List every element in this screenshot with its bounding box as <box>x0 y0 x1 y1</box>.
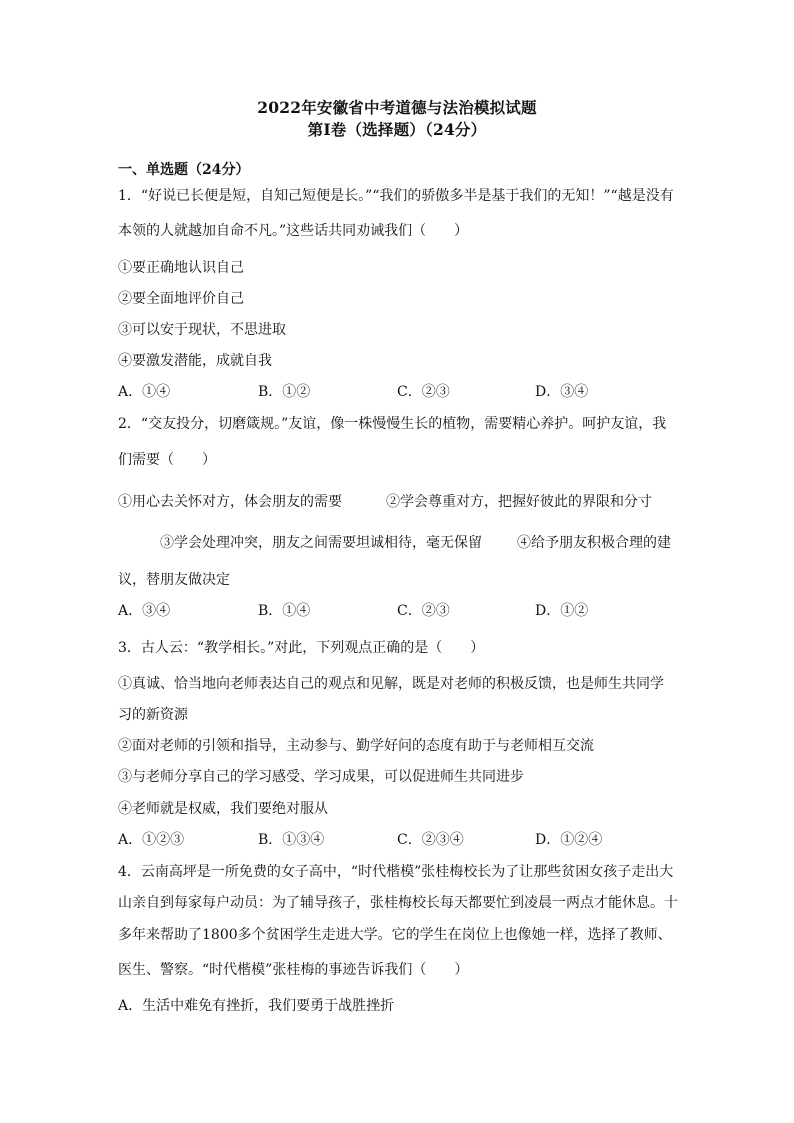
q1-choice-b[interactable]: B．①② <box>258 384 311 400</box>
section-heading: 一、单选题（24分） <box>118 162 250 178</box>
q2-item-4: ④给予朋友积极合理的建 <box>517 535 671 551</box>
q4-choice-a[interactable]: A．生活中难免有挫折，我们要勇于战胜挫折 <box>118 998 395 1014</box>
q1-choice-c[interactable]: C．②③ <box>397 384 450 400</box>
q2-item-2: ②学会尊重对方，把握好彼此的界限和分寸 <box>386 494 652 510</box>
q4-stem-line1: 4．云南高坪是一所免费的女子高中，“时代楷模”张桂梅校长为了让那些贫困女孩子走出大 <box>118 864 674 880</box>
q3-item-2: ②面对老师的引领和指导，主动参与、勤学好问的态度有助于与老师相互交流 <box>118 738 594 754</box>
q3-stem: 3．古人云：“教学相长。”对此，下列观点正确的是（ ） <box>118 640 485 656</box>
q4-stem-line3: 多年来帮助了1800多个贫困学生走进大学。它的学生在岗位上也像她一样，选择了教师、 <box>118 927 672 943</box>
q1-stem-line2: 本领的人就越加自命不凡。”这些话共同劝诫我们（ ） <box>118 223 469 239</box>
q4-stem-line2: 山亲自到每家每户动员：为了辅导孩子，张桂梅校长每天都要忙到凌晨一两点才能休息。十 <box>118 895 678 911</box>
q4-stem-line4: 医生、警察。“时代楷模”张桂梅的事迹告诉我们（ ） <box>118 962 469 978</box>
q3-item-4: ④老师就是权威，我们要绝对服从 <box>118 801 328 817</box>
q2-choice-b[interactable]: B．①④ <box>258 603 311 619</box>
q3-item-1-cont: 习的新资源 <box>118 707 188 723</box>
q1-stem-line1: 1．“好说已长便是短，自知己短便是长。”“我们的骄傲多半是基于我们的无知！”“越是没有 <box>118 188 674 204</box>
q3-item-3: ③与老师分享自己的学习感受、学习成果，可以促进师生共同进步 <box>118 769 524 785</box>
q3-choice-a[interactable]: A．①②③ <box>118 832 185 848</box>
q2-stem-line1: 2．“交友投分，切磨箴规。”友谊，像一株慢慢生长的植物，需要精心养护。呵护友谊，我 <box>118 416 667 432</box>
q2-item-3: ③学会处理冲突，朋友之间需要坦诚相待，毫无保留 <box>160 535 482 551</box>
q1-item-3: ③可以安于现状，不思进取 <box>118 322 286 338</box>
q1-item-4: ④要激发潜能，成就自我 <box>118 353 272 369</box>
q3-choice-b[interactable]: B．①③④ <box>258 832 325 848</box>
exam-title: 2022年安徽省中考道德与法治模拟试题 <box>257 98 537 117</box>
q2-choice-d[interactable]: D．①② <box>535 603 589 619</box>
q1-choice-a[interactable]: A．①④ <box>118 384 171 400</box>
q2-stem-line2: 们需要（ ） <box>118 452 216 468</box>
q3-choice-c[interactable]: C．②③④ <box>397 832 464 848</box>
q2-item-1: ①用心去关怀对方，体会朋友的需要 <box>118 494 342 510</box>
q3-item-1: ①真诚、恰当地向老师表达自己的观点和见解，既是对老师的积极反馈，也是师生共同学 <box>118 676 664 692</box>
q2-choice-a[interactable]: A．③④ <box>118 603 171 619</box>
q1-choice-d[interactable]: D．③④ <box>535 384 589 400</box>
exam-subtitle: 第Ⅰ卷（选择题）（24分） <box>307 120 487 139</box>
q2-item-4-cont: 议，替朋友做决定 <box>118 572 230 588</box>
q1-item-1: ①要正确地认识自己 <box>118 260 244 276</box>
q2-choice-c[interactable]: C．②③ <box>397 603 450 619</box>
q1-item-2: ②要全面地评价自己 <box>118 291 244 307</box>
q3-choice-d[interactable]: D．①②④ <box>535 832 603 848</box>
